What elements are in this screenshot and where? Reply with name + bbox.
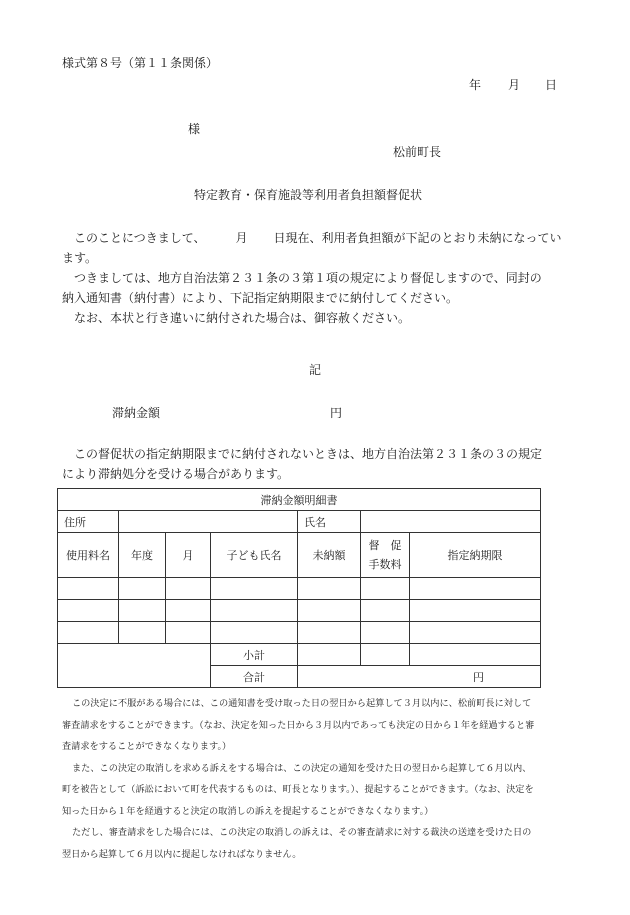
- note-2c: 知った日から１年を経過すると決定の取消しの訴えを提起することができなくなります。）: [62, 805, 434, 817]
- body-p1: [62, 228, 577, 248]
- body-p3: なお、本状と行き違いに納付された場合は、御容赦ください。: [74, 311, 411, 325]
- table-cell: [298, 622, 361, 644]
- body-paragraphs: [62, 228, 577, 328]
- subtotal-label: 小計: [211, 644, 298, 666]
- address-value: [119, 511, 298, 533]
- addressee-suffix: 様: [188, 122, 201, 136]
- header-fee-line1: 督 促: [368, 539, 402, 552]
- header-month: 月: [166, 533, 211, 578]
- table-cell: [58, 600, 119, 622]
- note-1a: この決定に不服がある場合には、この通知書を受け取った日の翌日から起算して３月以内に、松前町長に対して: [72, 698, 532, 709]
- table-row: [58, 600, 541, 622]
- date-day: 日: [545, 78, 558, 92]
- note-3b: 翌日から起算して６月以内に提起しなければなりません。: [62, 848, 302, 860]
- note-3a: ただし、審査請求をした場合には、この決定の取消しの訴えは、その審査請求に対する裁決の送達を受けた日の: [72, 827, 532, 838]
- body-p1-month: 月: [235, 231, 248, 245]
- body-p1-c: ます。: [62, 251, 98, 265]
- warning-line1: この督促状の指定納期限までに納付されないときは、地方自治法第２３１条の３の規定: [74, 447, 543, 461]
- table-cell: [298, 578, 361, 600]
- summary-blank: [58, 644, 211, 688]
- table-cell: [119, 622, 166, 644]
- note-1b: 審査請求をすることができます。（なお、決定を知った日から３月以内であっても決定の日から１年を経過すると審: [62, 719, 535, 731]
- table-cell: [211, 578, 298, 600]
- arrears-unit: 円: [330, 406, 343, 420]
- table-cell: [361, 600, 410, 622]
- arrears-detail-table: [57, 488, 541, 688]
- table-cell: [298, 600, 361, 622]
- header-fee: [361, 533, 410, 578]
- table-cell: [166, 578, 211, 600]
- table-row: [58, 578, 541, 600]
- subtotal-due: [410, 644, 541, 666]
- table-cell: [410, 622, 541, 644]
- table-cell: [361, 622, 410, 644]
- table-cell: [58, 578, 119, 600]
- note-2a: また、この決定の取消しを求める訴えをする場合は、この決定の通知を受けた日の翌日から起算して６月以内、: [72, 762, 532, 774]
- warning-line2: により滞納処分を受ける場合があります。: [62, 467, 290, 481]
- header-child-name: 子ども氏名: [211, 533, 298, 578]
- header-fee-line2: 手数料: [368, 558, 402, 571]
- warning-text: [62, 444, 577, 484]
- table-cell: [119, 578, 166, 600]
- arrears-label: 滞納金額: [112, 406, 161, 420]
- ki-heading: 記: [309, 363, 322, 377]
- table-cell: [166, 600, 211, 622]
- document-title: 特定教育・保育施設等利用者負担額督促状: [194, 188, 423, 202]
- table-cell: [410, 600, 541, 622]
- note-1c: 査請求をすることができなくなります。）: [62, 741, 232, 752]
- table-cell: [166, 622, 211, 644]
- table-title: 滞納金額明細書: [58, 489, 541, 511]
- note-2b: 町を被告として（訴訟において町を代表するものは、町長となります。）、提起することができます。（なお、決定を: [62, 784, 534, 795]
- body-p2-a: つきましては、地方自治法第２３１条の３第１項の規定により督促しますので、同封の: [74, 271, 542, 285]
- total-unit: 円: [298, 666, 541, 688]
- header-due-date: 指定納期限: [410, 533, 541, 578]
- table-cell: [58, 622, 119, 644]
- body-p1-b: 日現在、利用者負担額が下記のとおり未納になってい: [273, 231, 562, 245]
- header-fiscal-year: 年度: [119, 533, 166, 578]
- address-label: 住所: [58, 511, 119, 533]
- name-label: 氏名: [298, 511, 361, 533]
- header-unpaid: 未納額: [298, 533, 361, 578]
- body-p1-a: このことにつきまして、: [74, 231, 206, 245]
- table-cell: [410, 578, 541, 600]
- body-p2-b: 納入通知書（納付書）により、下記指定納期限までに納付してください。: [62, 291, 459, 305]
- table-cell: [361, 578, 410, 600]
- subtotal-unpaid: [298, 644, 361, 666]
- table-cell: [119, 600, 166, 622]
- appeal-notes: [62, 693, 582, 865]
- issuer: 松前町長: [393, 145, 442, 159]
- header-usage-fee: 使用料名: [58, 533, 119, 578]
- table-row: [58, 622, 541, 644]
- table-cell: [211, 622, 298, 644]
- subtotal-fee: [361, 644, 410, 666]
- date-month: 月: [508, 78, 521, 92]
- name-value: [361, 511, 541, 533]
- table-cell: [211, 600, 298, 622]
- date-year: 年: [469, 78, 482, 92]
- form-number: 様式第８号（第１１条関係）: [62, 56, 219, 70]
- total-label: 合計: [211, 666, 298, 688]
